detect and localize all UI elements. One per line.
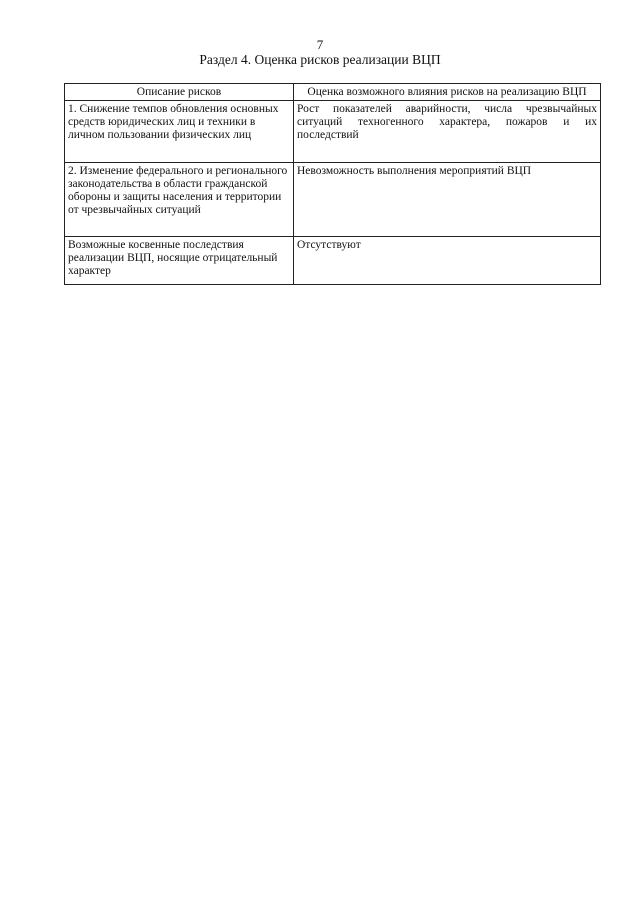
- risk-assessment-table: [64, 83, 601, 285]
- risk-impact-cell: Отсутствуют: [294, 237, 601, 285]
- risk-description-cell: Возможные косвенные последствия реализации ВЦП, носящие отрицательный характер: [65, 237, 294, 285]
- risk-description-cell: 2. Изменение федерального и регионального законодательства в области гражданской обороны и защиты населения и территории от чрезвычайных ситуаций: [65, 163, 294, 237]
- table-row: [65, 163, 601, 237]
- header-risk-impact: Оценка возможного влияния рисков на реализацию ВЦП: [294, 84, 601, 101]
- section-title: Раздел 4. Оценка рисков реализации ВЦП: [199, 52, 441, 67]
- risk-description-cell: 1. Снижение темпов обновления основных средств юридических лиц и техники в личном пользовании физических лиц: [65, 101, 294, 163]
- header-risk-description: Описание рисков: [65, 84, 294, 101]
- risk-impact-cell: Невозможность выполнения мероприятий ВЦП: [294, 163, 601, 237]
- page-number: 7: [316, 37, 324, 52]
- table-row: [65, 101, 601, 163]
- risk-impact-cell: Рост показателей аварийности, числа чрезвычайных ситуаций техногенного характера, пожаров и их последствий: [294, 101, 601, 163]
- table-header-row: [65, 84, 601, 101]
- table-row: [65, 237, 601, 285]
